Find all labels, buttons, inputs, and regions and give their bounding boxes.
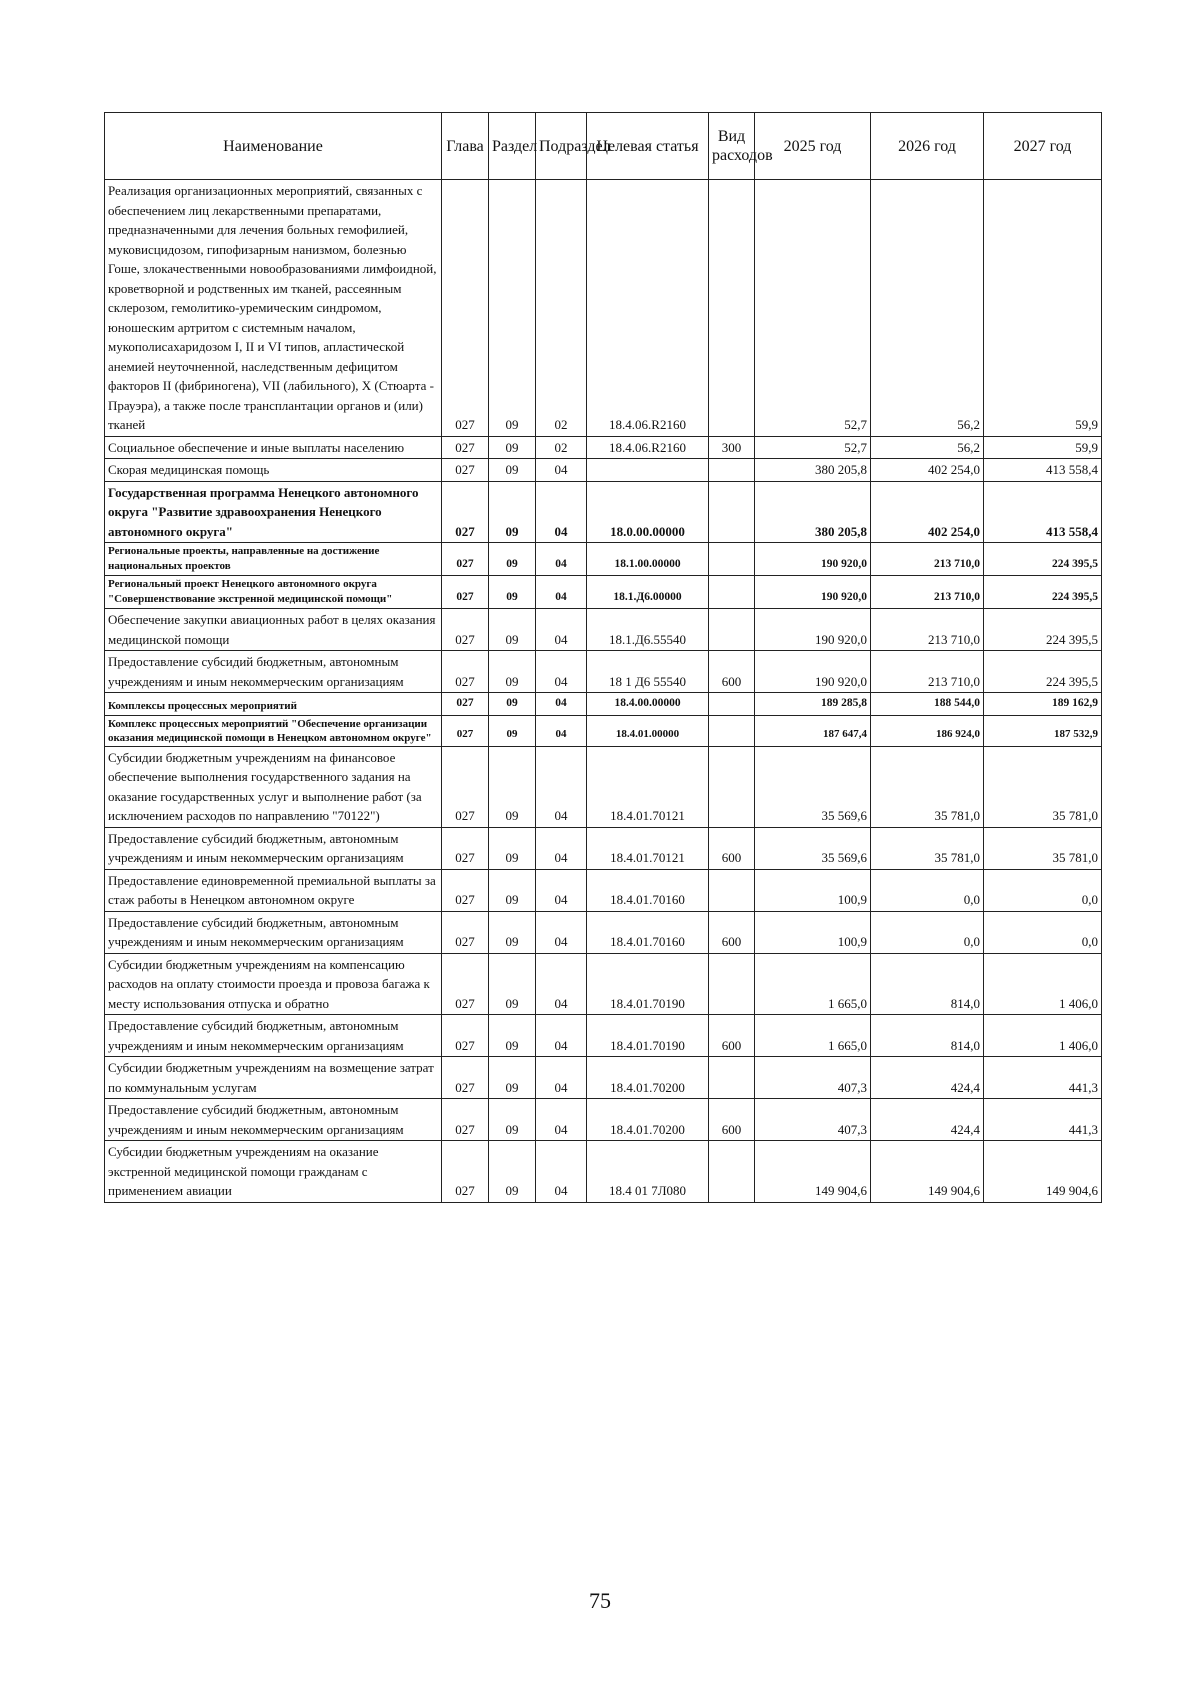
cell-glava: 027 [442, 180, 489, 437]
cell-2026: 149 904,6 [871, 1141, 984, 1203]
cell-2027: 187 532,9 [984, 715, 1102, 746]
cell-article: 18.4.01.70160 [587, 911, 709, 953]
table-row [105, 715, 1102, 746]
cell-name: Субсидии бюджетным учреждениям на оказание экстренной медицинской помощи гражданам с применением авиации [105, 1141, 442, 1203]
cell-article: 18.4.01.70190 [587, 1015, 709, 1057]
cell-glava: 027 [442, 609, 489, 651]
cell-article: 18.1.00.00000 [587, 543, 709, 576]
cell-2025: 407,3 [755, 1099, 871, 1141]
cell-podrazdel: 02 [536, 180, 587, 437]
cell-razdel: 09 [489, 953, 536, 1015]
cell-2025: 52,7 [755, 180, 871, 437]
cell-2026: 213 710,0 [871, 651, 984, 693]
cell-name: Скорая медицинская помощь [105, 459, 442, 482]
cell-vid: 300 [709, 436, 755, 459]
cell-article: 18.1.Д6.55540 [587, 609, 709, 651]
cell-2025: 35 569,6 [755, 746, 871, 827]
cell-2026: 402 254,0 [871, 481, 984, 543]
cell-vid: 600 [709, 1099, 755, 1141]
cell-article: 18.4.01.70160 [587, 869, 709, 911]
cell-vid: 600 [709, 1015, 755, 1057]
cell-vid: 600 [709, 651, 755, 693]
cell-2025: 407,3 [755, 1057, 871, 1099]
cell-razdel: 09 [489, 481, 536, 543]
cell-2027: 413 558,4 [984, 481, 1102, 543]
cell-razdel: 09 [489, 576, 536, 609]
cell-article: 18.4.01.00000 [587, 715, 709, 746]
table-row [105, 746, 1102, 827]
table-row [105, 576, 1102, 609]
cell-article [587, 459, 709, 482]
cell-name: Предоставление субсидий бюджетным, автономным учреждениям и иным некоммерческим организациям [105, 1015, 442, 1057]
cell-glava: 027 [442, 953, 489, 1015]
cell-2025: 1 665,0 [755, 1015, 871, 1057]
cell-glava: 027 [442, 543, 489, 576]
table-row [105, 543, 1102, 576]
cell-article: 18.4.01.70200 [587, 1099, 709, 1141]
cell-podrazdel: 04 [536, 869, 587, 911]
header-razdel: Раздел [489, 113, 536, 180]
cell-vid [709, 1141, 755, 1203]
cell-glava: 027 [442, 869, 489, 911]
table-row [105, 1099, 1102, 1141]
cell-vid [709, 1057, 755, 1099]
cell-article: 18.4.01.70121 [587, 827, 709, 869]
cell-vid [709, 459, 755, 482]
cell-vid [709, 609, 755, 651]
cell-razdel: 09 [489, 693, 536, 716]
cell-vid [709, 543, 755, 576]
cell-name: Субсидии бюджетным учреждениям на компенсацию расходов на оплату стоимости проезда и провоза багажа к месту использования отпуска и обратно [105, 953, 442, 1015]
cell-article: 18.4.00.00000 [587, 693, 709, 716]
cell-2026: 424,4 [871, 1057, 984, 1099]
cell-podrazdel: 02 [536, 436, 587, 459]
table-row [105, 481, 1102, 543]
table-header-row [105, 113, 1102, 180]
cell-podrazdel: 04 [536, 651, 587, 693]
header-vid: Вид расходов [709, 113, 755, 180]
cell-2025: 190 920,0 [755, 651, 871, 693]
cell-2027: 1 406,0 [984, 1015, 1102, 1057]
cell-razdel: 09 [489, 715, 536, 746]
cell-2025: 35 569,6 [755, 827, 871, 869]
cell-2026: 0,0 [871, 869, 984, 911]
cell-podrazdel: 04 [536, 1141, 587, 1203]
table-row [105, 827, 1102, 869]
cell-article: 18.4.01.70190 [587, 953, 709, 1015]
cell-2027: 441,3 [984, 1057, 1102, 1099]
cell-podrazdel: 04 [536, 609, 587, 651]
cell-glava: 027 [442, 1099, 489, 1141]
header-2025: 2025 год [755, 113, 871, 180]
cell-2027: 224 395,5 [984, 609, 1102, 651]
cell-2027: 224 395,5 [984, 651, 1102, 693]
cell-podrazdel: 04 [536, 911, 587, 953]
table-row [105, 1015, 1102, 1057]
cell-name: Социальное обеспечение и иные выплаты населению [105, 436, 442, 459]
cell-razdel: 09 [489, 1141, 536, 1203]
cell-2026: 213 710,0 [871, 543, 984, 576]
cell-2025: 380 205,8 [755, 459, 871, 482]
cell-name: Обеспечение закупки авиационных работ в целях оказания медицинской помощи [105, 609, 442, 651]
cell-article: 18.0.00.00000 [587, 481, 709, 543]
cell-2025: 1 665,0 [755, 953, 871, 1015]
cell-2025: 52,7 [755, 436, 871, 459]
table-row [105, 869, 1102, 911]
cell-2025: 100,9 [755, 869, 871, 911]
cell-name: Региональный проект Ненецкого автономного округа "Совершенствование экстренной медицинской помощи" [105, 576, 442, 609]
cell-article: 18.4.06.R2160 [587, 180, 709, 437]
cell-name: Комплекс процессных мероприятий "Обеспечение организации оказания медицинской помощи в Ненецком автономном округе" [105, 715, 442, 746]
cell-article: 18.4.01.70121 [587, 746, 709, 827]
cell-2027: 224 395,5 [984, 576, 1102, 609]
cell-razdel: 09 [489, 1099, 536, 1141]
cell-glava: 027 [442, 746, 489, 827]
cell-podrazdel: 04 [536, 576, 587, 609]
cell-2027: 413 558,4 [984, 459, 1102, 482]
cell-name: Предоставление субсидий бюджетным, автономным учреждениям и иным некоммерческим организациям [105, 911, 442, 953]
cell-name: Субсидии бюджетным учреждениям на возмещение затрат по коммунальным услугам [105, 1057, 442, 1099]
cell-2026: 0,0 [871, 911, 984, 953]
cell-podrazdel: 04 [536, 1099, 587, 1141]
cell-glava: 027 [442, 1057, 489, 1099]
cell-2026: 56,2 [871, 180, 984, 437]
budget-table [104, 112, 1102, 1203]
cell-2026: 35 781,0 [871, 827, 984, 869]
cell-name: Предоставление субсидий бюджетным, автономным учреждениям и иным некоммерческим организациям [105, 827, 442, 869]
cell-vid: 600 [709, 911, 755, 953]
cell-2027: 0,0 [984, 869, 1102, 911]
cell-article: 18.1.Д6.00000 [587, 576, 709, 609]
cell-podrazdel: 04 [536, 481, 587, 543]
cell-podrazdel: 04 [536, 1015, 587, 1057]
cell-2027: 35 781,0 [984, 746, 1102, 827]
cell-vid: 600 [709, 827, 755, 869]
cell-2026: 213 710,0 [871, 576, 984, 609]
cell-name: Региональные проекты, направленные на достижение национальных проектов [105, 543, 442, 576]
cell-razdel: 09 [489, 827, 536, 869]
cell-podrazdel: 04 [536, 715, 587, 746]
cell-glava: 027 [442, 436, 489, 459]
cell-razdel: 09 [489, 180, 536, 437]
cell-2026: 56,2 [871, 436, 984, 459]
table-row [105, 1141, 1102, 1203]
cell-glava: 027 [442, 715, 489, 746]
header-2026: 2026 год [871, 113, 984, 180]
cell-razdel: 09 [489, 651, 536, 693]
cell-razdel: 09 [489, 609, 536, 651]
cell-vid [709, 746, 755, 827]
cell-2026: 814,0 [871, 1015, 984, 1057]
cell-2027: 35 781,0 [984, 827, 1102, 869]
cell-vid [709, 715, 755, 746]
cell-2025: 100,9 [755, 911, 871, 953]
cell-podrazdel: 04 [536, 459, 587, 482]
cell-vid [709, 869, 755, 911]
cell-article: 18.4.01.70200 [587, 1057, 709, 1099]
table-row [105, 953, 1102, 1015]
cell-article: 18.4.06.R2160 [587, 436, 709, 459]
cell-article: 18.4 01 7Л080 [587, 1141, 709, 1203]
header-podrazdel: Подраздел [536, 113, 587, 180]
cell-2026: 814,0 [871, 953, 984, 1015]
cell-name: Субсидии бюджетным учреждениям на финансовое обеспечение выполнения государственного задания на оказание государственных услуг и выполнение работ (за исключением расходов по направлению "70122") [105, 746, 442, 827]
cell-2027: 189 162,9 [984, 693, 1102, 716]
table-row [105, 651, 1102, 693]
cell-name: Комплексы процессных мероприятий [105, 693, 442, 716]
cell-2026: 186 924,0 [871, 715, 984, 746]
cell-podrazdel: 04 [536, 953, 587, 1015]
cell-vid [709, 481, 755, 543]
header-2027: 2027 год [984, 113, 1102, 180]
cell-2026: 213 710,0 [871, 609, 984, 651]
cell-razdel: 09 [489, 1015, 536, 1057]
table-row [105, 693, 1102, 716]
cell-2025: 189 285,8 [755, 693, 871, 716]
cell-glava: 027 [442, 651, 489, 693]
cell-razdel: 09 [489, 869, 536, 911]
table-row [105, 911, 1102, 953]
cell-2025: 187 647,4 [755, 715, 871, 746]
cell-vid [709, 693, 755, 716]
cell-2026: 402 254,0 [871, 459, 984, 482]
cell-2027: 59,9 [984, 180, 1102, 437]
cell-razdel: 09 [489, 543, 536, 576]
cell-2025: 190 920,0 [755, 576, 871, 609]
cell-article: 18 1 Д6 55540 [587, 651, 709, 693]
cell-podrazdel: 04 [536, 746, 587, 827]
cell-vid [709, 953, 755, 1015]
cell-name: Предоставление субсидий бюджетным, автономным учреждениям и иным некоммерческим организациям [105, 651, 442, 693]
table-row [105, 436, 1102, 459]
cell-2025: 190 920,0 [755, 543, 871, 576]
cell-glava: 027 [442, 459, 489, 482]
cell-name: Предоставление субсидий бюджетным, автономным учреждениям и иным некоммерческим организациям [105, 1099, 442, 1141]
table-row [105, 180, 1102, 437]
cell-2026: 188 544,0 [871, 693, 984, 716]
cell-glava: 027 [442, 481, 489, 543]
cell-2026: 424,4 [871, 1099, 984, 1141]
cell-razdel: 09 [489, 436, 536, 459]
cell-podrazdel: 04 [536, 1057, 587, 1099]
cell-2026: 35 781,0 [871, 746, 984, 827]
cell-2027: 1 406,0 [984, 953, 1102, 1015]
page-number: 75 [589, 1588, 611, 1613]
table-row [105, 609, 1102, 651]
cell-vid [709, 180, 755, 437]
cell-2027: 59,9 [984, 436, 1102, 459]
cell-vid [709, 576, 755, 609]
cell-glava: 027 [442, 911, 489, 953]
cell-glava: 027 [442, 1141, 489, 1203]
header-glava: Глава [442, 113, 489, 180]
cell-2027: 0,0 [984, 911, 1102, 953]
table-row [105, 1057, 1102, 1099]
cell-podrazdel: 04 [536, 693, 587, 716]
cell-2025: 190 920,0 [755, 609, 871, 651]
cell-razdel: 09 [489, 1057, 536, 1099]
cell-glava: 027 [442, 576, 489, 609]
cell-glava: 027 [442, 1015, 489, 1057]
header-article: Целевая статья [587, 113, 709, 180]
cell-razdel: 09 [489, 746, 536, 827]
cell-podrazdel: 04 [536, 543, 587, 576]
cell-glava: 027 [442, 693, 489, 716]
cell-name: Предоставление единовременной премиальной выплаты за стаж работы в Ненецком автономном округе [105, 869, 442, 911]
cell-razdel: 09 [489, 459, 536, 482]
cell-2027: 224 395,5 [984, 543, 1102, 576]
cell-glava: 027 [442, 827, 489, 869]
cell-razdel: 09 [489, 911, 536, 953]
cell-2027: 441,3 [984, 1099, 1102, 1141]
cell-2027: 149 904,6 [984, 1141, 1102, 1203]
cell-name: Государственная программа Ненецкого автономного округа "Развитие здравоохранения Ненецкого автономного округа" [105, 481, 442, 543]
header-name: Наименование [105, 113, 442, 180]
cell-2025: 380 205,8 [755, 481, 871, 543]
cell-name: Реализация организационных мероприятий, связанных с обеспечением лиц лекарственными препаратами, предназначенными для лечения больных гемофилией, муковисцидозом, гипофизарным нанизмом, болезнью Гоше, злокачественными новообразованиями лимфоидной, кроветворной и родственных им тканей, рассеянным склерозом, гемолитико-уремическим синдромом, юношеским артритом с системным началом, мукополисахаридозом I, II и VI типов, апластической анемией неуточненной, наследственным дефицитом факторов II (фибриногена), VII (лабильного), X (Стюарта - Прауэра), а также после трансплантации органов и (или) тканей [105, 180, 442, 437]
cell-podrazdel: 04 [536, 827, 587, 869]
table-row [105, 459, 1102, 482]
cell-2025: 149 904,6 [755, 1141, 871, 1203]
